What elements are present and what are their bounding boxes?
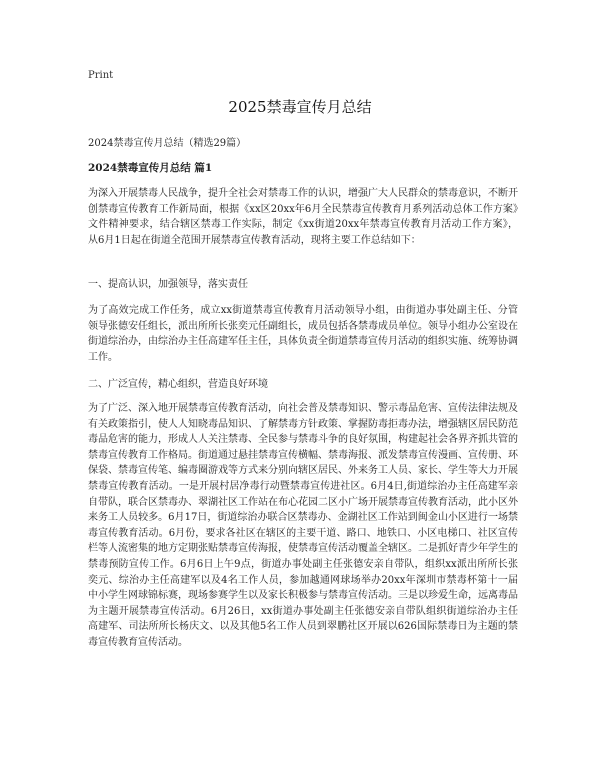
section-heading-1: 一、提高认识，加强领导，落实责任 [88, 279, 248, 290]
section-1-paragraph: 为了高效完成工作任务，成立xx街道禁毒宣传教育月活动领导小组，由街道办事处副主任、分管领导张德安任组长，派出所所长张奕元任副组长，成员包括各禁毒成员单位。领导小组办公室设在街道综治办，由综治办主任高建军任主任，具体负责全街道禁毒宣传月活动的组织实施、统筹协调工作。 [88, 305, 518, 363]
section-2-paragraph: 为了广泛、深入地开展禁毒宣传教育活动，向社会普及禁毒知识、警示毒品危害、宣传法律法规及有关政策指引，使人人知晓毒品知识、了解禁毒方针政策、掌握防毒拒毒办法，增强辖区居民防范毒品危害的能力，形成人人关注禁毒、全民参与禁毒斗争的良好氛围，构建起社会各界齐抓共管的禁毒宣传教育工作格局。街道通过悬挂禁毒宣传横幅、禁毒海报、派发禁毒宣传漫画、宣传册、环保袋、禁毒宣传笔、编毒圈游戏等方式来分别向辖区居民、外来务工人员、家长、学生等大力开展禁毒宣传教育活动。一是开展村居净毒行动暨禁毒宣传进社区。6月4日,街道综治办主任高建军亲自带队，联合区禁毒办、翠湖社区工作站在布心花园二区小广场开展禁毒宣传教育活动，此小区外来务工人员较多。6月17日，街道综治办联合区禁毒办、金湖社区工作站到闽金山小区进行一场禁毒宣传教育活动。6月份，要求各社区在辖区的主要干道、路口、地铁口、小区电梯口、社区宣传栏等人流密集的地方定期张贴禁毒宣传海报，使禁毒宣传活动覆盖全辖区。二是抓好青少年学生的禁毒预防宣传工作。6月6日上午9点，街道办事处副主任张德安亲自带队，组织xx派出所所长张奕元、综治办主任高建军以及4名工作人员，参加越通网球场举办20xx年深圳市禁毒杯第十一届中小学生网球锦标赛，现场参赛学生以及家长积极参与禁毒宣传活动。三是以珍爱生命，远离毒品为主题开展禁毒宣传活动。6月26日，xx街道办事处副主任张德安亲自带队组织街道综治办主任高建军、司法所所长杨庆文、以及其他5名工作人员到翠鹏社区开展以626国际禁毒日为主题的禁毒宣传教育宣传活动。 [88, 403, 518, 648]
section-heading-2: 二、广泛宣传，精心组织，营造良好环境 [88, 379, 268, 390]
print-label[interactable]: Print [88, 70, 114, 81]
document-subtitle: 2024禁毒宣传月总结（精选29篇） [88, 138, 247, 149]
page-title: 2025禁毒宣传月总结 [228, 98, 372, 116]
article-heading: 2024禁毒宣传月总结 篇1 [88, 162, 213, 174]
intro-paragraph: 为深入开展禁毒人民战争，提升全社会对禁毒工作的认识，增强广大人民群众的禁毒意识，不断开创禁毒宣传教育工作新局面，根据《xx区20xx年6月全民禁毒宣传教育月系列活动总体工作方案》文件精神要求，结合辖区禁毒工作实际，制定《xx街道20xx年禁毒宣传教育月活动工作方案》，从6月1日起在街道全范围开展禁毒宣传教育活动，现将主要工作总结如下： [88, 188, 518, 246]
